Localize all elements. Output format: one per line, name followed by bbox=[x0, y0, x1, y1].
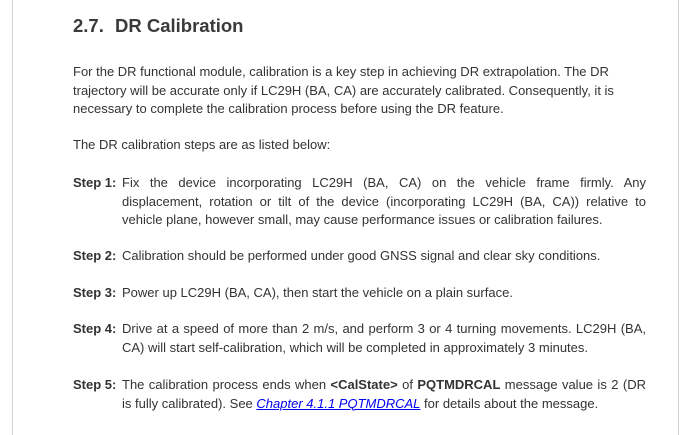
step-5-text-c: message value is 2 (DR is fully calibrated). See bbox=[122, 377, 646, 411]
section-number: 2.7. bbox=[73, 15, 104, 36]
step-5-text-a: The calibration process ends when bbox=[122, 377, 331, 392]
step-text: Calibration should be performed under good GNSS signal and clear sky conditions. bbox=[122, 248, 601, 263]
step-text: Drive at a speed of more than 2 m/s, and perform 3 or 4 turning movements. LC29H (BA, CA) will start self-calibration, which will be completed in approximately 3 minutes. bbox=[122, 321, 646, 355]
step-label: Step 5: bbox=[73, 377, 117, 392]
right-page-border bbox=[678, 0, 679, 435]
calstate-field: <CalState> bbox=[330, 377, 398, 392]
step-label: Step 3: bbox=[73, 285, 117, 300]
step-1 bbox=[73, 174, 646, 230]
step-5-text-b: of bbox=[397, 377, 418, 392]
step-label: Step 4: bbox=[73, 321, 117, 336]
step-label: Step 1: bbox=[73, 175, 117, 190]
step-5 bbox=[73, 376, 646, 413]
step-label: Step 2: bbox=[73, 248, 117, 263]
section-title: DR Calibration bbox=[115, 15, 244, 36]
steps-intro-paragraph: The DR calibration steps are as listed below: bbox=[73, 137, 331, 152]
step-5-text-d: for details about the message. bbox=[420, 395, 599, 411]
step-text bbox=[122, 376, 646, 413]
intro-paragraph: For the DR functional module, calibration is a key step in achieving DR extrapolation. The DR trajectory will be accurate only if LC29H (BA, CA) are accurately calibrated. Consequently, it is necessary to complete the calibration process before using the DR feature. bbox=[73, 64, 614, 117]
step-text: Fix the device incorporating LC29H (BA, CA) on the vehicle frame firmly. Any displacement, rotation or tilt of the device (incorporating LC29H (BA, CA)) relative to vehicle plane, however small, may cause performance issues or calibration failures. bbox=[122, 175, 646, 228]
left-page-border bbox=[12, 0, 13, 435]
chapter-link[interactable]: Chapter 4.1.1 PQTMDRCAL bbox=[256, 395, 421, 411]
step-3 bbox=[73, 284, 646, 303]
step-2 bbox=[73, 247, 646, 266]
step-text: Power up LC29H (BA, CA), then start the vehicle on a plain surface. bbox=[122, 285, 513, 300]
step-4 bbox=[73, 320, 646, 357]
pqtmdrcal-message-name: PQTMDRCAL bbox=[417, 377, 501, 392]
section-heading bbox=[73, 15, 243, 37]
